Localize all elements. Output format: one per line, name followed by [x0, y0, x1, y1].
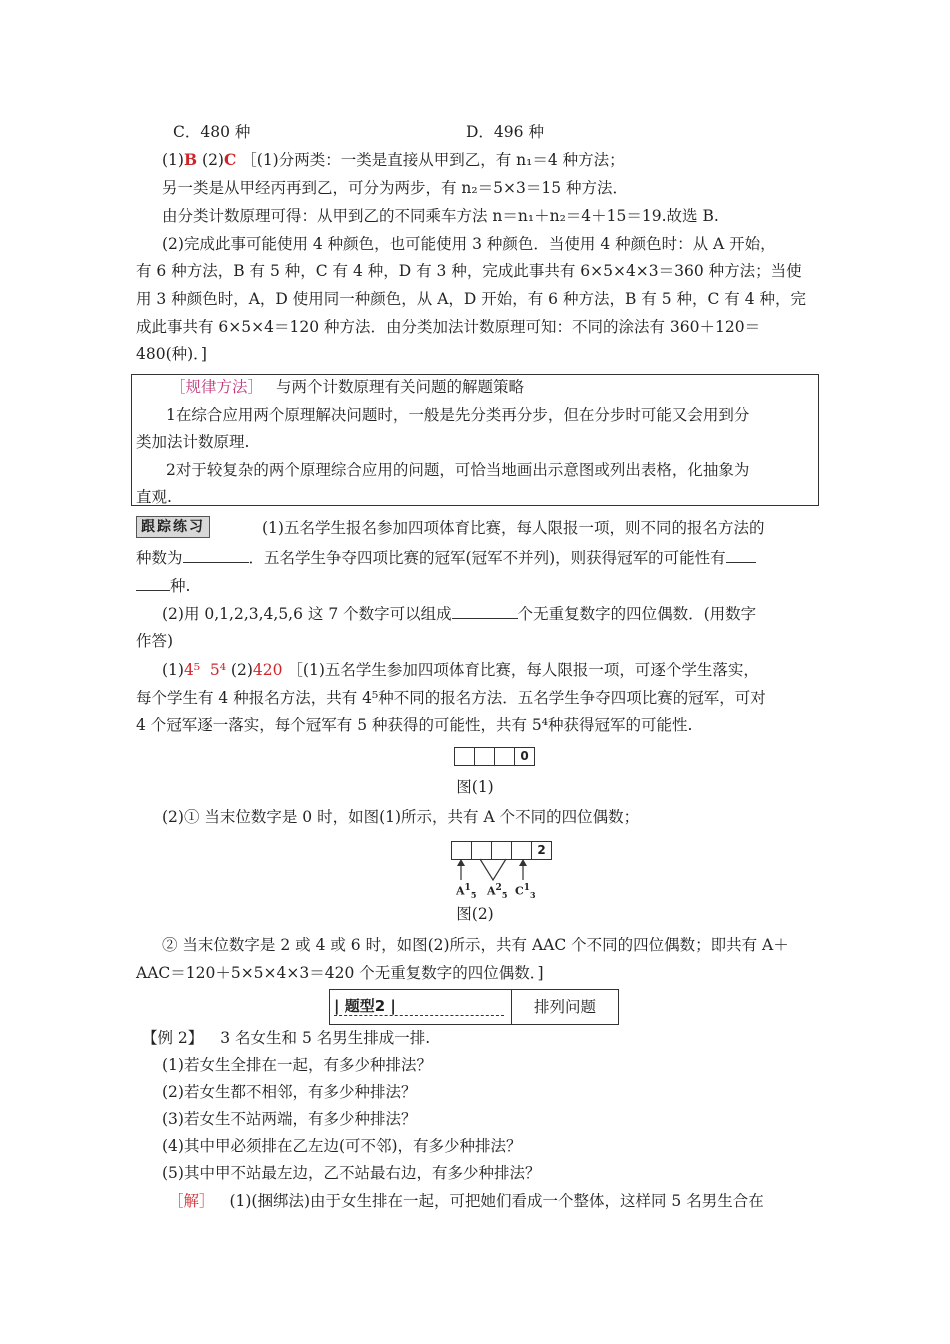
answer-c: C	[223, 150, 237, 169]
exercise-q2: (2)用 0,1,2,3,4,5,6 这 7 个数字可以组成 个无重复数字的四位偶数．(用数字	[162, 605, 757, 623]
option-c: C．480 种	[173, 123, 251, 141]
answer-b: B	[183, 150, 198, 169]
solution-line: 用 3 种颜色时，A，D 使用同一种颜色，从 A，D 开始，有 6 种方法，B 有 5 种，C 有 4 种，完	[136, 290, 806, 308]
label-a52: $A^2_5$	[487, 883, 508, 900]
digit-box	[494, 747, 515, 766]
figure-1-caption: 图(1)	[456, 778, 494, 796]
rule-point-1: 1在综合应用两个原理解决问题时，一般是先分类再分步，但在分步时可能又会用到分	[166, 406, 750, 424]
digit-box-last: 2	[531, 841, 552, 860]
figure-2-text: ② 当末位数字是 2 或 4 或 6 时，如图(2)所示，共有 AAC 个不同的四位偶数；即共有 A＋	[162, 936, 789, 954]
exercise-q1: (1)五名学生报名参加四项体育比赛，每人限报一项，则不同的报名方法的	[262, 519, 765, 537]
solution-line: 480(种)．]	[136, 345, 207, 363]
rule-point-1-cont: 类加法计数原理.	[136, 433, 250, 451]
solution-tag: ［解］	[168, 1192, 215, 1210]
solution-line: 有 6 种方法，B 有 5 种，C 有 4 种，D 有 3 种，完成此事共有 6×5×4×3＝360 种方法；当使	[136, 262, 802, 280]
example-q5: (5)其中甲不站最左边，乙不站最右边，有多少种排法？	[162, 1164, 541, 1182]
funnel-icon	[480, 859, 506, 880]
example-q4: (4)其中甲必须排在乙左边(可不邻)，有多少种排法？	[162, 1137, 522, 1155]
figure-1-text: (2)① 当末位数字是 0 时，如图(1)所示，共有 A 个不同的四位偶数；	[162, 808, 640, 826]
divider	[511, 990, 512, 1024]
answer-blank	[136, 576, 170, 591]
solution-line: 成此事共有 6×5×4＝120 种方法．由分类加法计数原理可知：不同的涂法有 360＋120＝	[136, 318, 761, 336]
example-2-stem: 【例 2】 3 名女生和 5 名男生排成一排.	[142, 1029, 431, 1047]
exercise-q1-line3: 种.	[136, 575, 190, 597]
option-d: D．496 种	[466, 123, 544, 141]
solution-start: ［解］ (1)(捆绑法)由于女生排在一起，可把她们看成一个整体，这样同 5 名男生合在	[168, 1192, 764, 1210]
question-type-title: 排列问题	[534, 998, 597, 1016]
answer-2-line: 4 个冠军逐一落实，每个冠军有 5 种获得的可能性，共有 5⁴种获得冠军的可能性.	[136, 716, 693, 734]
arrowhead-icon	[457, 859, 465, 866]
answer-line-2: (1)4⁵ 5⁴ (2)420 ［(1)五名学生参加四项体育比赛，每人限报一项，可逐个学生落实，	[162, 661, 759, 679]
example-q2: (2)若女生都不相邻，有多少种排法？	[162, 1083, 417, 1101]
answer-2-line: 每个学生有 4 种报名方法，共有 4⁵种不同的报名方法．五名学生争夺四项比赛的冠军，可对	[136, 689, 766, 707]
figure-2-caption: 图(2)	[456, 905, 494, 923]
digit-box	[454, 747, 475, 766]
solution-line: 另一类是从甲经丙再到乙，可分为两步，有 n₂＝5×3＝15 种方法．	[162, 179, 628, 197]
exercise-q1-line2: 种数为 ．五名学生争夺四项比赛的冠军(冠军不并列)，则获得冠军的可能性有	[136, 547, 756, 569]
arrowhead-icon	[519, 859, 527, 866]
answer-blank	[726, 548, 756, 563]
rule-method-tag: ［规律方法］	[170, 378, 264, 396]
answer-blank	[452, 604, 518, 619]
rule-method-heading: ［规律方法］ 与两个计数原理有关问题的解题策略	[170, 378, 524, 396]
figure-2-text-cont: AAC＝120＋5×5×4×3＝420 个无重复数字的四位偶数．]	[136, 964, 544, 982]
example-tag: 【例 2】	[142, 1029, 204, 1047]
exercise-q2-line2: 作答)	[136, 632, 174, 650]
question-type-box	[329, 989, 619, 1025]
digit-box-last: 0	[514, 747, 535, 766]
solution-line: (2)完成此事可能使用 4 种颜色，也可能使用 3 种颜色．当使用 4 种颜色时：从 A 开始，	[162, 235, 776, 253]
answer-line-1: (1)B (2)C ［(1)分两类：一类是直接从甲到乙，有 n₁＝4 种方法；	[162, 150, 625, 169]
example-q3: (3)若女生不站两端，有多少种排法？	[162, 1110, 417, 1128]
rule-point-2-cont: 直观.	[136, 488, 172, 506]
example-q1: (1)若女生全排在一起，有多少种排法？	[162, 1056, 432, 1074]
figure-1-digit-boxes	[455, 747, 535, 766]
label-c31: $C^1_3$	[515, 883, 536, 900]
question-type-tag: | 题型2 |	[334, 995, 504, 1016]
label-a51: $A^1_5$	[456, 883, 477, 900]
rule-point-2: 2对于较复杂的两个原理综合应用的问题，可恰当地画出示意图或列出表格，化抽象为	[166, 461, 750, 479]
digit-box	[474, 747, 495, 766]
solution-line: 由分类计数原理可得：从甲到乙的不同乘车方法 n＝n₁＋n₂＝4＋15＝19.故选 B.	[162, 207, 719, 225]
tracking-exercise-tag: 跟踪练习	[136, 516, 210, 538]
answer-blank	[183, 548, 249, 563]
